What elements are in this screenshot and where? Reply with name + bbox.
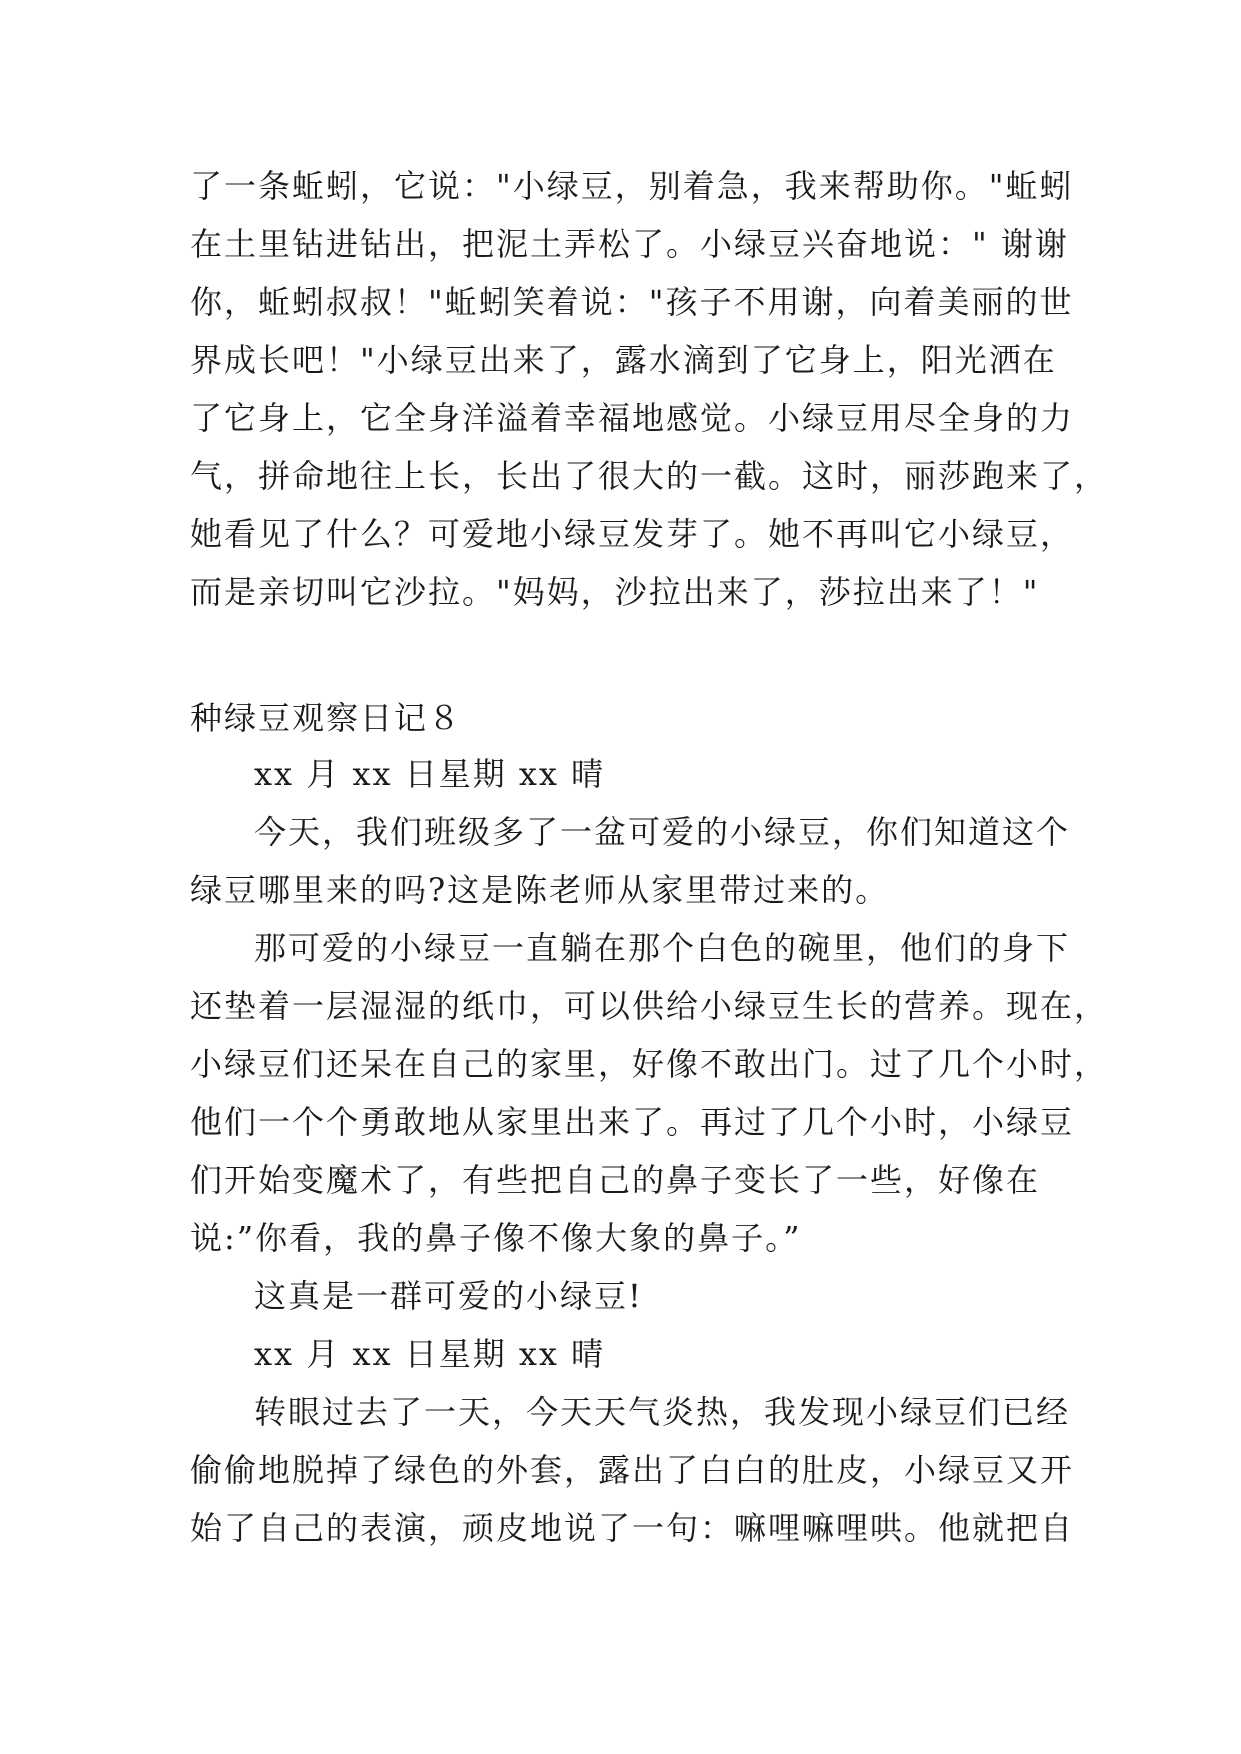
text-line: 还垫着一层湿湿的纸巾，可以供给小绿豆生长的营养。现在， — [190, 987, 1109, 1025]
text-line: 始了自己的表演，顽皮地说了一句：嘛哩嘛哩哄。他就把自 — [190, 1509, 1075, 1547]
text-line: 界成长吧！"小绿豆出来了，露水滴到了它身上，阳光洒在 — [190, 341, 1057, 379]
entry-date: xx 月 xx 日星期 xx 晴 — [254, 755, 606, 793]
section-title: 种绿豆观察日记８ — [190, 699, 463, 737]
text-line: 今天，我们班级多了一盆可爱的小绿豆，你们知道这个 — [254, 813, 1071, 851]
text-line: 她看见了什么？可爱地小绿豆发芽了。她不再叫它小绿豆， — [190, 515, 1075, 553]
text-line: 绿豆哪里来的吗?这是陈老师从家里带过来的。 — [190, 871, 890, 909]
diary-entries — [190, 745, 1109, 1557]
text-line: 你，蚯蚓叔叔！"蚯蚓笑着说："孩子不用谢，向着美丽的世 — [190, 283, 1074, 321]
text-line: 在土里钻进钻出，把泥土弄松了。小绿豆兴奋地说：" 谢谢 — [190, 225, 1069, 263]
text-line: 们开始变魔术了，有些把自己的鼻子变长了一些，好像在 — [190, 1161, 1041, 1199]
text-line: 转眼过去了一天，今天天气炎热，我发现小绿豆们已经 — [254, 1393, 1071, 1431]
text-line: 偷偷地脱掉了绿色的外套，露出了白白的肚皮，小绿豆又开 — [190, 1451, 1075, 1489]
story-paragraph — [190, 157, 1109, 621]
entry-date: xx 月 xx 日星期 xx 晴 — [254, 1335, 606, 1373]
text-line: 说:”你看，我的鼻子像不像大象的鼻子。” — [190, 1219, 802, 1257]
text-line: 而是亲切叫它沙拉。"妈妈，沙拉出来了，莎拉出来了！" — [190, 573, 1040, 611]
text-line: 了一条蚯蚓，它说："小绿豆，别着急，我来帮助你。"蚯蚓 — [190, 167, 1074, 205]
text-line: 了它身上，它全身洋溢着幸福地感觉。小绿豆用尽全身的力 — [190, 399, 1075, 437]
text-line: 这真是一群可爱的小绿豆! — [254, 1277, 643, 1315]
text-line: 小绿豆们还呆在自己的家里，好像不敢出门。过了几个小时， — [190, 1045, 1109, 1083]
section-heading — [190, 689, 1060, 747]
text-line: 他们一个个勇敢地从家里出来了。再过了几个小时，小绿豆 — [190, 1103, 1075, 1141]
text-line: 气，拼命地往上长，长出了很大的一截。这时，丽莎跑来了， — [190, 457, 1109, 495]
text-line: 那可爱的小绿豆一直躺在那个白色的碗里，他们的身下 — [254, 929, 1071, 967]
